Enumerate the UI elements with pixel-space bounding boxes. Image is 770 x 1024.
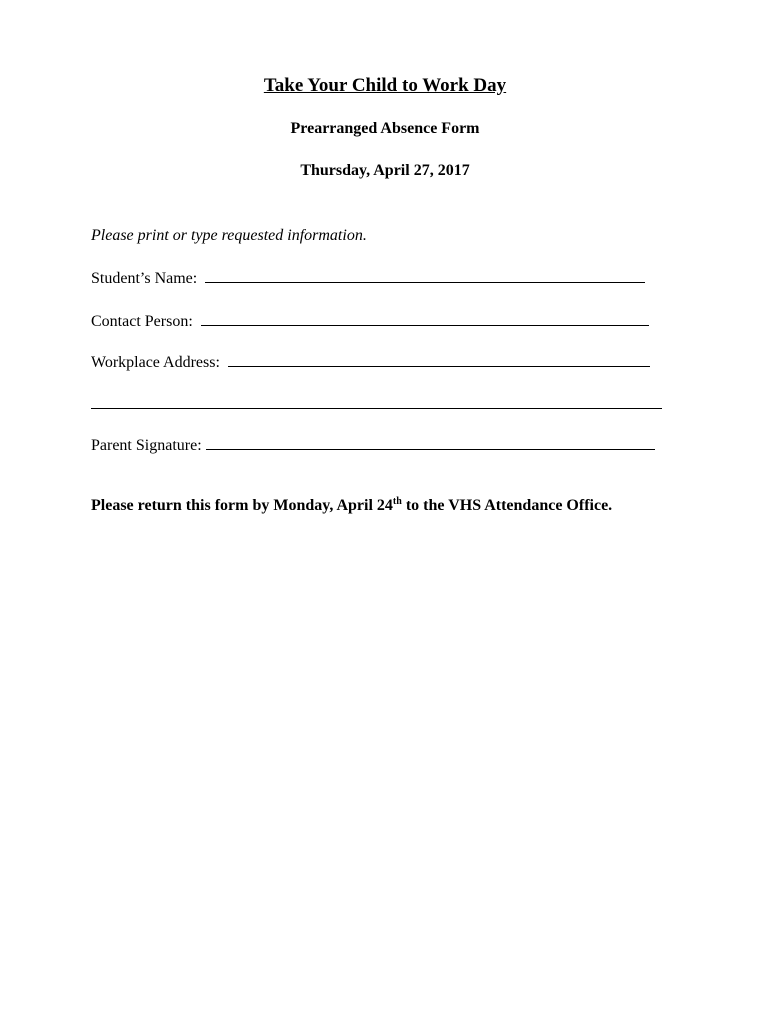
form-title: Take Your Child to Work Day [263,75,507,96]
event-date: Thursday, April 27, 2017 [300,162,470,179]
ordinal-suffix: th [392,496,402,507]
student-name-blank[interactable] [205,267,645,283]
student-name-field [91,267,645,289]
parent-signature-blank[interactable] [206,434,655,450]
parent-signature-field [91,434,655,456]
student-name-label: Student’s Name: [91,270,198,287]
workplace-address-blank-2[interactable] [91,393,662,409]
workplace-address-field [91,351,650,373]
workplace-address-blank[interactable] [228,351,650,367]
form-subtitle: Prearranged Absence Form [290,120,480,137]
contact-person-label: Contact Person: [91,313,193,330]
workplace-address-label: Workplace Address: [91,354,220,371]
workplace-address-second-line [91,393,662,415]
return-notice-text: Please return this form by Monday, April 24 [91,497,393,514]
contact-person-field [91,310,649,332]
return-notice [91,496,612,516]
return-notice-destination: to the VHS Attendance Office. [401,497,613,514]
parent-signature-label: Parent Signature: [91,437,202,454]
contact-person-blank[interactable] [201,310,649,326]
instruction-text: Please print or type requested information. [91,227,367,244]
